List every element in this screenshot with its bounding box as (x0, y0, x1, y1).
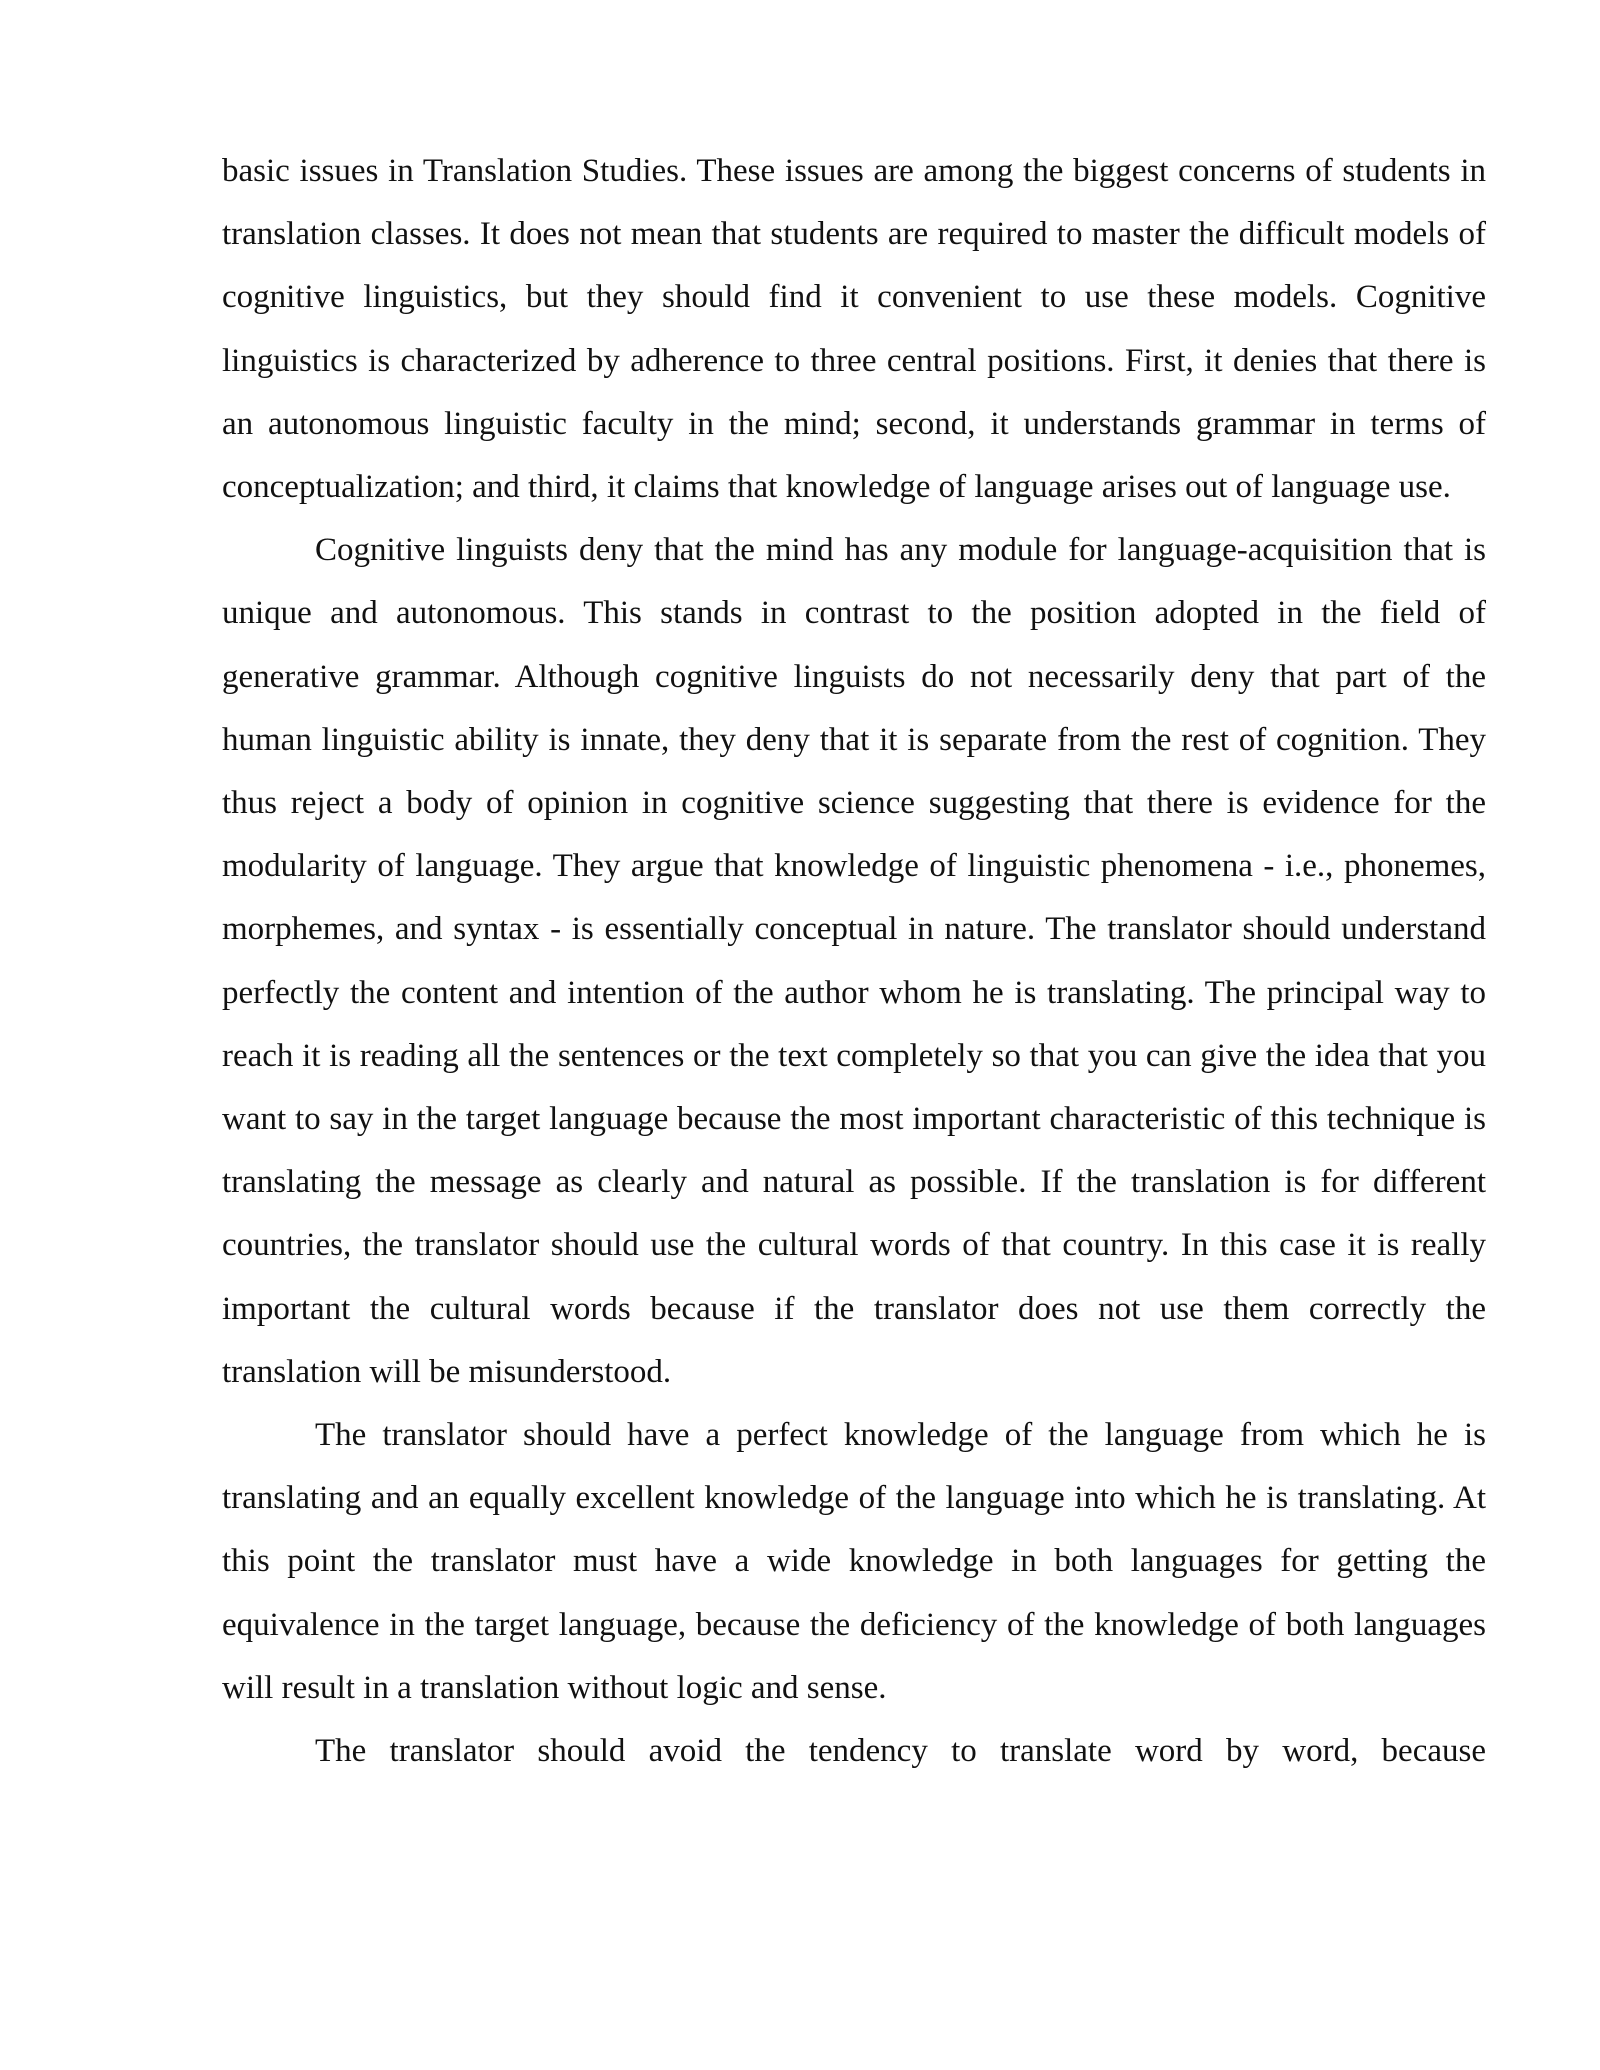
paragraph-1: basic issues in Translation Studies. These issues are among the biggest concerns of students in translation classes. It does not mean that students are required to master the difficult models of cognitive linguistics, but they should find it convenient to use these models. Cognitive linguistics is characterized by adherence to three central positions. First, it denies that there is an autonomous linguistic faculty in the mind; second, it understands grammar in terms of conceptualization; and third, it claims that knowledge of language arises out of language use. (222, 153, 1486, 506)
paragraph-4: The translator should avoid the tendency to translate word by word, because (315, 1733, 1486, 1770)
paragraph-3: The translator should have a perfect knowledge of the language from which he is translating and an equally excellent knowledge of the language into which he is translating. At this point the translator must have a wide knowledge in both languages for getting the equivalence in the target language, because the deficiency of the knowledge of both languages will result in a translation without logic and sense. (222, 1417, 1486, 1706)
document-body (222, 140, 1486, 1783)
paragraph-2: Cognitive linguists deny that the mind has any module for language-acquisition that is unique and autonomous. This stands in contrast to the position adopted in the field of generative grammar. Although cognitive linguists do not necessarily deny that part of the human linguistic ability is innate, they deny that it is separate from the rest of cognition. They thus reject a body of opinion in cognitive science suggesting that there is evidence for the modularity of language. They argue that knowledge of linguistic phenomena - i.e., phonemes, morphemes, and syntax - is essentially conceptual in nature. The translator should understand perfectly the content and intention of the author whom he is translating. The principal way to reach it is reading all the sentences or the text completely so that you can give the idea that you want to say in the target language because the most important characteristic of this technique is translating the message as clearly and natural as possible. If the translation is for different countries, the translator should use the cultural words of that country. In this case it is really important the cultural words because if the translator does not use them correctly the translation will be misunderstood. (222, 532, 1486, 1390)
